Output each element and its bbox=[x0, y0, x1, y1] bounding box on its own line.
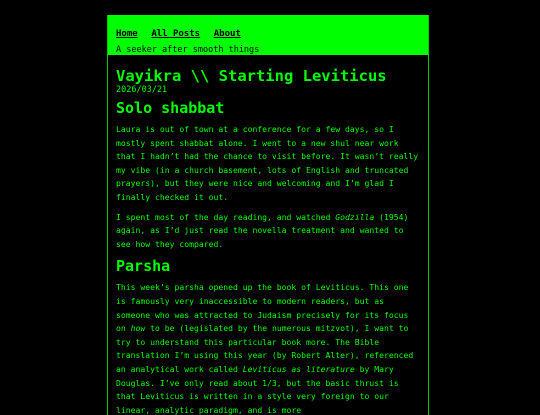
emphasis-how: how bbox=[130, 323, 146, 334]
site-tagline: A seeker after smooth things bbox=[116, 45, 260, 55]
top-nav bbox=[116, 21, 420, 40]
section-heading-solo-shabbat: Solo shabbat bbox=[116, 99, 225, 117]
post-title: Vayikra \\ Starting Leviticus bbox=[116, 67, 387, 85]
film-title-emphasis: Godzilla bbox=[335, 211, 375, 222]
paragraph-solo-2 bbox=[116, 211, 420, 252]
book-title-emphasis: Leviticus as literature bbox=[242, 363, 355, 374]
post-date: 2026/03/21 bbox=[116, 85, 168, 95]
text-span: I spent most of the day reading, and watched bbox=[116, 211, 336, 222]
site-header bbox=[108, 15, 428, 55]
text-span: (1954) again, as I’d just read the novella treatment and wanted to see how they compared. bbox=[116, 211, 409, 249]
text-span: This week’s parsha opened up the book of Leviticus. This one is famously very inaccessible to modern readers, but as someone who was attracted to Judaism precisely for its focus on bbox=[116, 282, 409, 334]
paragraph-parsha-1 bbox=[116, 281, 420, 415]
post-content bbox=[108, 55, 428, 415]
paragraph-solo-1: Laura is out of town at a conference for a few days, so I mostly spent shabbat alone. I went to a new shul near work that I hadn’t had the chance to visit before. It wasn’t really my vibe (in a church basement, lots of English and truncated prayers), but they were nice and welcoming and I’m glad I finally checked it out. bbox=[116, 124, 419, 202]
nav-about-link[interactable]: About bbox=[213, 29, 241, 39]
nav-all-posts-link[interactable]: All Posts bbox=[151, 29, 201, 39]
section-heading-parsha: Parsha bbox=[116, 257, 171, 276]
text-span: to be (legislated by the numerous mitzvot), I want to try to understand this particular book more. The Bible translation I’m using this year (by Robert Alter), referenced an analytical work called bbox=[116, 323, 414, 374]
nav-home-link[interactable]: Home bbox=[116, 29, 138, 39]
page-column bbox=[107, 15, 429, 415]
text-span: by Mary Douglas. I’ve only read about 1/3, but the basic thrust is that Leviticus is written in a style very foreign to our linear, analytic paradigm, and is more bbox=[116, 363, 399, 415]
